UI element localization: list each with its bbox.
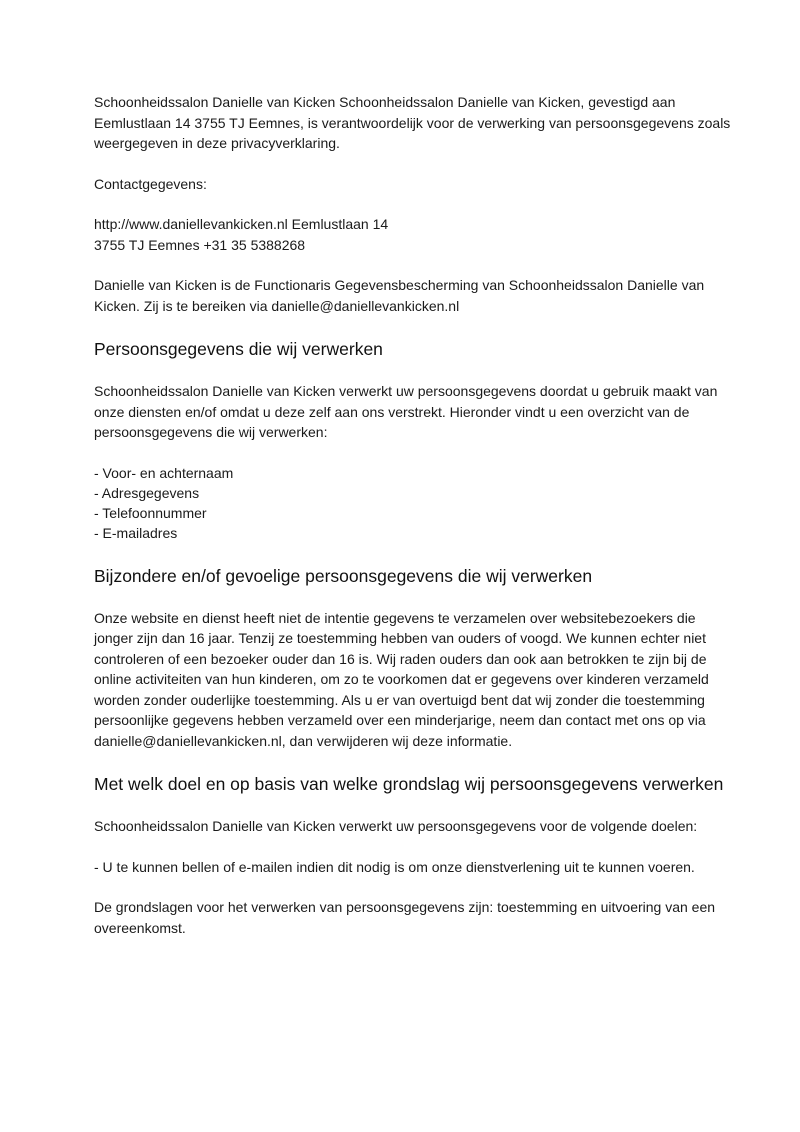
section1-heading: Persoonsgegevens die wij verwerken bbox=[94, 339, 383, 359]
spacer bbox=[94, 154, 734, 174]
data-list bbox=[94, 463, 734, 543]
spacer bbox=[94, 588, 734, 608]
list-item: - Voor- en achternaam bbox=[94, 464, 234, 481]
section3-purpose-item: - U te kunnen bellen of e-mailen indien dit nodig is om onze dienstverlening uit te kunnen voeren. bbox=[94, 858, 695, 875]
spacer bbox=[94, 837, 734, 857]
spacer bbox=[94, 796, 734, 816]
spacer bbox=[94, 443, 734, 463]
list-item: - Telefoonnummer bbox=[94, 504, 207, 521]
contact-heading: Contactgegevens: bbox=[94, 175, 207, 192]
section3-basis-paragraph: De grondslagen voor het verwerken van persoonsgegevens zijn: toestemming en uitvoering van een overeenkomst. bbox=[94, 899, 716, 936]
contact-phone-line: 3755 TJ Eemnes +31 35 5388268 bbox=[94, 236, 306, 253]
section1-paragraph: Schoonheidssalon Danielle van Kicken verwerkt uw persoonsgegevens doordat u gebruik maakt van onze diensten en/of omdat u deze zelf aan ons verstrekt. Hieronder vindt u een overzicht van de persoonsgegevens die wij verwerken: bbox=[94, 383, 718, 440]
list-item: - Adresgegevens bbox=[94, 484, 200, 501]
section2-heading: Bijzondere en/of gevoelige persoonsgegevens die wij verwerken bbox=[94, 565, 593, 586]
spacer bbox=[94, 316, 734, 337]
document-page bbox=[94, 92, 734, 938]
section3-heading: Met welk doel en op basis van welke grondslag wij persoonsgegevens verwerken bbox=[94, 774, 724, 794]
list-item: - E-mailadres bbox=[94, 524, 178, 541]
spacer bbox=[94, 751, 734, 772]
spacer bbox=[94, 877, 734, 897]
spacer bbox=[94, 255, 734, 275]
intro-paragraph: Schoonheidssalon Danielle van Kicken Schoonheidssalon Danielle van Kicken, gevestigd aan Eemlustlaan 14 3755 TJ Eemnes, is verantwoordelijk voor de verwerking van persoonsgegevens zoals weergegeven in deze privacyverklaring. bbox=[94, 94, 731, 151]
officer-paragraph: Danielle van Kicken is de Functionaris Gegevensbescherming van Schoonheidssalon Danielle van Kicken. Zij is te bereiken via danielle@daniellevankicken.nl bbox=[94, 277, 705, 314]
contact-address-line: http://www.daniellevankicken.nl Eemlustlaan 14 bbox=[94, 216, 389, 232]
spacer bbox=[94, 543, 734, 564]
spacer bbox=[94, 194, 734, 214]
spacer bbox=[94, 361, 734, 381]
section2-paragraph: Onze website en dienst heeft niet de intentie gegevens te verzamelen over websitebezoekers die jonger zijn dan 16 jaar. Tenzij ze toestemming hebben van ouders of voogd. We kunnen echter niet controleren of een bezoeker ouder dan 16 is. Wij raden ouders dan ook aan betrokken te zijn bij de online activiteiten van hun kinderen, om zo te voorkomen dat er gegevens over kinderen verzameld worden zonder ouderlijke toestemming. Als u er van overtuigd bent dat wij zonder die toestemming persoonlijke gegevens hebben verzameld over een minderjarige, neem dan contact met ons op via danielle@daniellevankicken.nl, dan verwijderen wij deze informatie. bbox=[94, 609, 709, 749]
section3-paragraph: Schoonheidssalon Danielle van Kicken verwerkt uw persoonsgegevens voor de volgende doelen: bbox=[94, 818, 698, 834]
